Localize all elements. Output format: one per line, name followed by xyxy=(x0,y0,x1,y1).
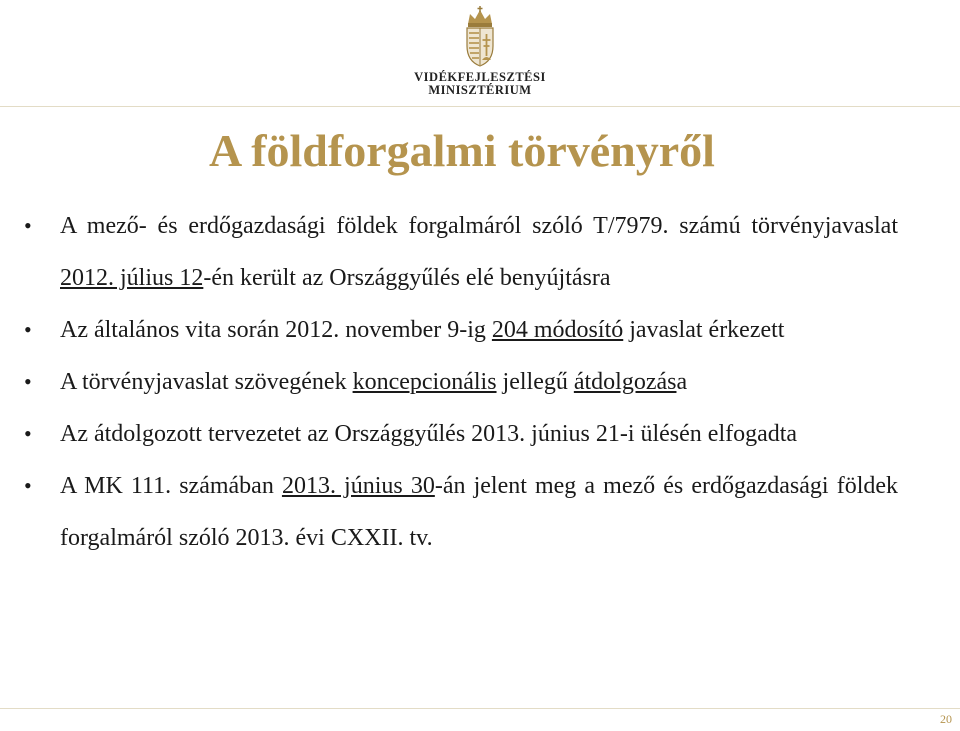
bullet-text: A MK 111. számában xyxy=(60,473,282,499)
bullet-text: javaslat érkezett xyxy=(623,317,785,343)
bullet-item xyxy=(24,460,898,564)
slide-title: A földforgalmi törvényről xyxy=(209,125,715,176)
bullet-item xyxy=(24,304,898,356)
bullet-text: Az általános vita során 2012. november 9-ig xyxy=(60,317,492,343)
bullet-text: A mező- és erdőgazdasági földek forgalmáról szóló T/7979. számú törvényjavaslat xyxy=(60,213,898,239)
bullet-underlined-text: koncepcionális xyxy=(352,369,497,395)
bullet-item xyxy=(24,408,898,460)
ministry-name-line2: MINISZTÉRIUM xyxy=(428,83,532,97)
bullet-text: -án jelent meg a mező és erdőgazdasági földek forgalmáról szóló 2013. évi CXXII. tv. xyxy=(60,473,899,551)
bullet-list xyxy=(24,200,898,564)
bullet-underlined-text: 2013. június 30 xyxy=(281,473,435,499)
ministry-name-line1: VIDÉKFEJLESZTÉSI xyxy=(414,70,546,84)
bullet-text: -én került az Országgyűlés elé benyújtásra xyxy=(203,265,611,291)
header-divider xyxy=(0,106,960,107)
bullet-text: jellegű xyxy=(496,369,574,395)
bullet-item xyxy=(24,200,898,304)
ministry-name xyxy=(0,71,960,97)
hungarian-coat-of-arms-icon xyxy=(460,6,500,68)
bullet-item xyxy=(24,356,898,408)
bullet-underlined-text: 2012. július 12 xyxy=(60,265,204,291)
ministry-logo xyxy=(0,6,960,97)
bullet-text: a xyxy=(676,369,688,395)
bullet-text: Az átdolgozott tervezetet az Országgyűlés 2013. június 21-i ülésén elfogadta xyxy=(60,421,798,447)
bullet-underlined-text: 204 módosító xyxy=(491,317,624,343)
bullet-underlined-text: átdolgozás xyxy=(573,369,677,395)
page-number: 20 xyxy=(940,712,952,726)
footer-divider xyxy=(0,708,960,709)
bullet-text: A törvényjavaslat szövegének xyxy=(60,369,353,395)
